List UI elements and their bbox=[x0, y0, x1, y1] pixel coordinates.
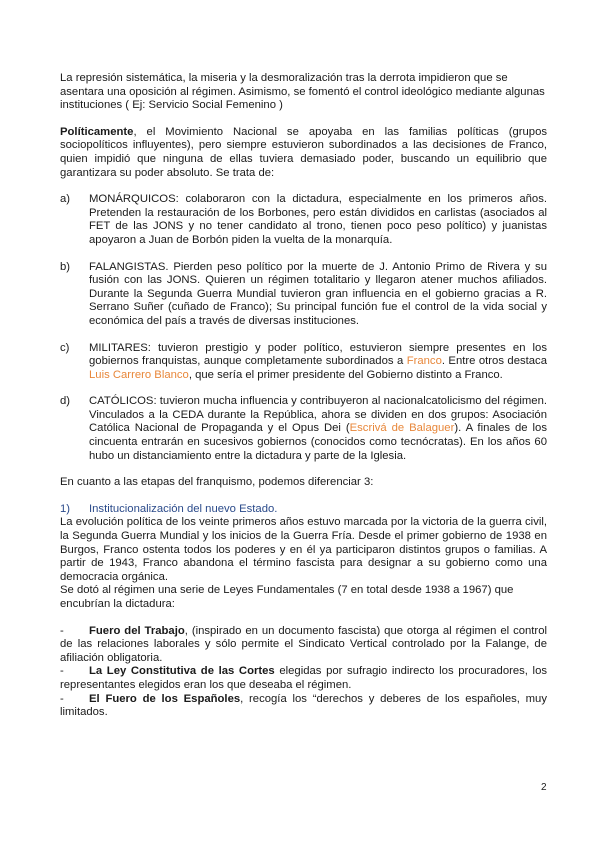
escriva-link[interactable]: Escrivá de Balaguer bbox=[349, 422, 455, 435]
politicamente-text: , el Movimiento Nacional se apoyaba en las familias políticas (grupos sociopolíticos influyentes), pero siempre estuvieron subordinados a las decisiones de Franco, quien impidió que ninguna de ellas tuviera demasiado poder, buscando un equilibrio que garantizara su poder absoluto. Se trata de: bbox=[60, 125, 547, 179]
franco-link[interactable]: Franco bbox=[406, 355, 442, 368]
section-title: Institucionalización del nuevo Estado. bbox=[89, 502, 278, 515]
law-item bbox=[60, 625, 547, 666]
law-item bbox=[60, 693, 547, 720]
intro-paragraph: La represión sistemática, la miseria y la desmoralización tras la derrota impidieron que se asentara una oposición al régimen. Asimismo, se fomentó el control ideológico mediante algunas instituciones ( Ej: Servicio Social Femenino ) bbox=[60, 72, 545, 112]
section-1-heading bbox=[60, 503, 547, 517]
family-label: d) bbox=[60, 395, 71, 408]
carrero-blanco-link[interactable]: Luis Carrero Blanco bbox=[89, 368, 189, 381]
document-page bbox=[60, 72, 547, 720]
law-name: Fuero del Trabajo bbox=[89, 624, 185, 637]
law-text: , recogía los “derechos y deberes de los españoles, muy limitados. bbox=[60, 692, 547, 719]
section-1-body-2: Se dotó al régimen una serie de Leyes Fundamentales (7 en total desde 1938 a 1967) que encubrían la dictadura: bbox=[60, 584, 514, 610]
family-item-monarquicos bbox=[60, 193, 547, 247]
law-text: elegidas por sufragio indirecto los procuradores, los representantes elegidos eran los que deseaba el régimen. bbox=[60, 665, 547, 691]
law-dash: - bbox=[60, 692, 64, 705]
law-item bbox=[60, 665, 547, 692]
law-name: El Fuero de los Españoles bbox=[89, 692, 241, 705]
law-dash: - bbox=[60, 624, 64, 637]
stages-intro: En cuanto a las etapas del franquismo, podemos diferenciar 3: bbox=[60, 476, 374, 489]
family-text-part: . Entre otros destaca bbox=[441, 355, 547, 368]
family-item-catolicos bbox=[60, 395, 547, 463]
family-text: MONÁRQUICOS: colaboraron con la dictadura, especialmente en los primeros años. Pretenden la restauración de los Borbones, pero están divididos en carlistas (asociados al FET de las JONS y no tener candidato al trono, tienen poco peso político) y juanistas apoyaron a Juan de Borbón piden la vuelta de la monarquía. bbox=[89, 193, 547, 246]
family-text-part: CATÓLICOS: tuvieron mucha influencia y contribuyeron al nacionalcatolicismo del régimen. Vinculados a la CEDA durante la República, ahora se dividen en dos grupos: Asociación Católica Nacional de Propaganda y el Opus Dei ( bbox=[89, 395, 547, 435]
law-name: La Ley Constitutiva de las Cortes bbox=[89, 665, 275, 678]
family-text: FALANGISTAS. Pierden peso político por la muerte de J. Antonio Primo de Rivera y su fusión con las JONS. Quieren un régimen totalitario y llegaron atener muchos afiliados. Durante la Segunda Guerra Mundial tuvieron gran influencia en el gobierno gracias a R. Serrano Suñer (cuñado de Franco); Su principal función fue el control de la vida social y económica del país a través de diversas instituciones. bbox=[89, 260, 547, 327]
page-number: 2 bbox=[541, 782, 547, 793]
family-label: b) bbox=[60, 260, 71, 273]
family-label: a) bbox=[60, 193, 71, 206]
family-text bbox=[89, 395, 547, 463]
family-label: c) bbox=[60, 341, 70, 354]
law-dash: - bbox=[60, 665, 64, 678]
section-number: 1) bbox=[60, 502, 71, 515]
politics-paragraph bbox=[60, 126, 547, 180]
politicamente-bold: Políticamente bbox=[60, 125, 134, 138]
family-text-part: ). A finales de los cincuenta entrarán en sucesivos gobiernos (conocidos como tecnócratas). En los años 60 hubo un distanciamiento entre la dictadura y parte de la Iglesia. bbox=[89, 422, 547, 462]
family-text-part: , que sería el primer presidente del Gobierno distinto a Franco. bbox=[188, 368, 503, 381]
section-1-body: La evolución política de los veinte primeros años estuvo marcada por la victoria de la guerra civil, la Segunda Guerra Mundial y los inicios de la Guerra Fría. Desde el primer gobierno de 1938 en Burgos, Franco ostenta todos los poderes y en él ya participaron distintos grupos o familias. A partir de 1943, Franco abandona el término fascista para designar a su gobierno como una democracia orgánica. bbox=[60, 516, 547, 583]
family-text bbox=[89, 342, 547, 383]
family-text-part: MILITARES: tuvieron prestigio y poder político, estuvieron siempre presentes en los gobiernos franquistas, aunque completamente subordinados a bbox=[89, 341, 547, 368]
family-item-falangistas bbox=[60, 261, 547, 329]
family-item-militares bbox=[60, 342, 547, 383]
law-text: , (inspirado en un documento fascista) que otorga al régimen el control de las relaciones laborales y sólo permite el Sindicato Vertical controlado por la Falange, de afiliación obligatoria. bbox=[60, 624, 547, 664]
